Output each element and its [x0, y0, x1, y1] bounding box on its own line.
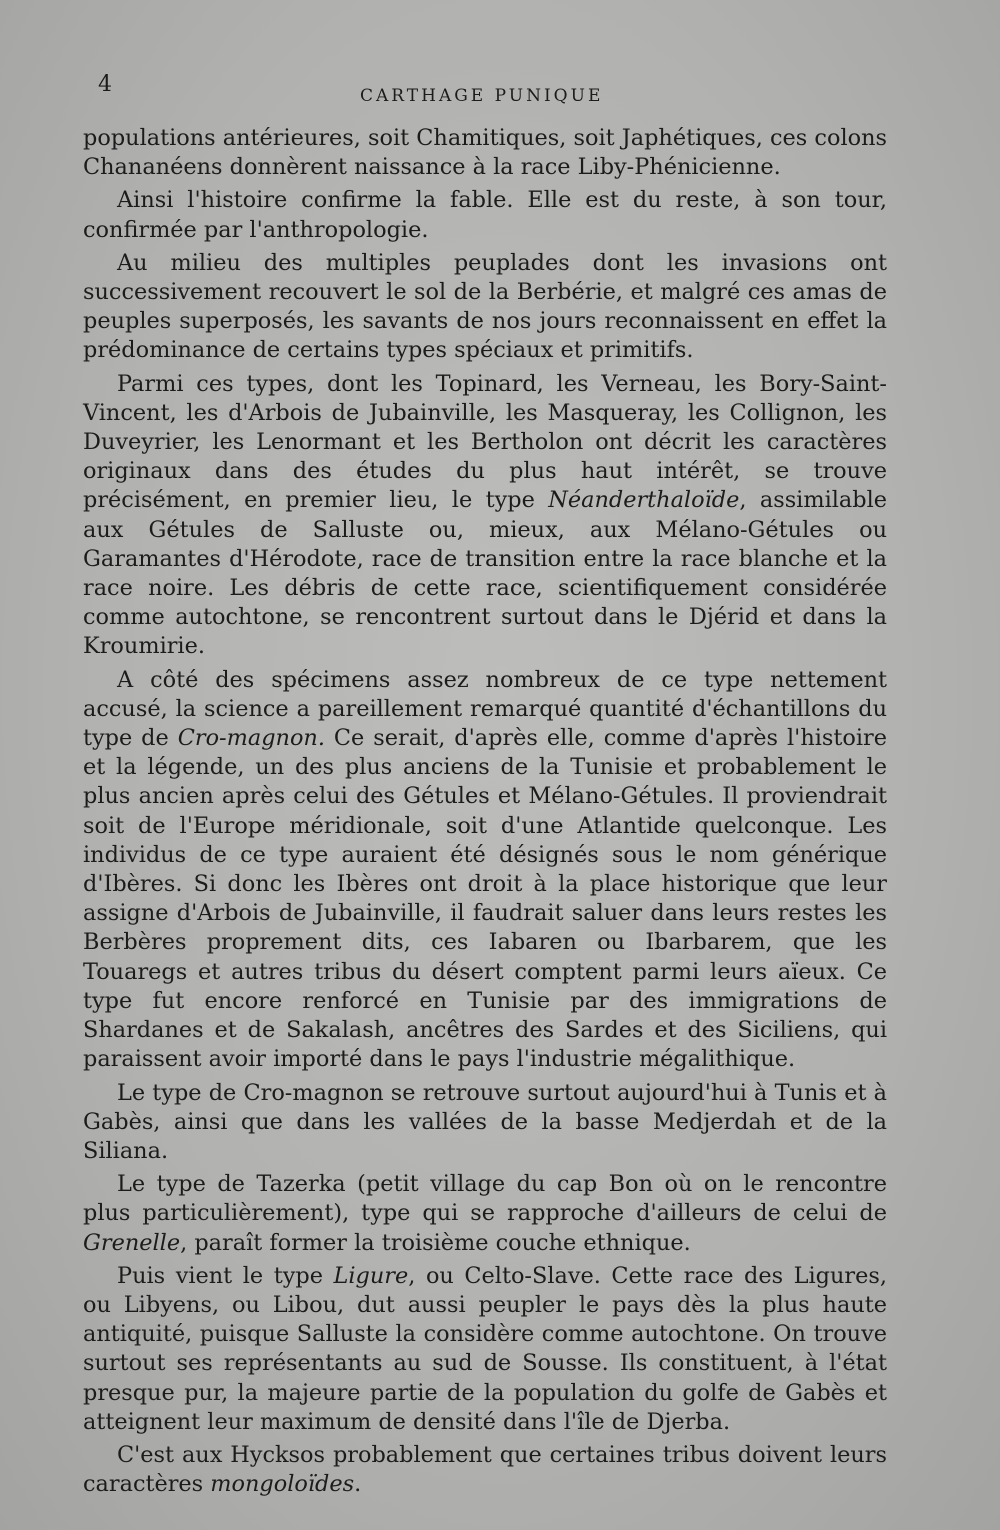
paragraph-2 — [83, 186, 887, 244]
text-run: A côté des spécimens assez nombreux de ce type nettement accusé, la science a pareillement remarqué quantité d'échantillons du type de — [83, 666, 887, 752]
text-run: , assimilable aux Gétules de Salluste ou, mieux, aux Mélano-Gétules ou Garamantes d'Hérodote, race de transition entre la race blanche et la race noire. Les débris de cette race, scientifiquement considérée comme autochtone, se rencontrent surtout dans le Djérid et dans la Kroumirie. — [83, 487, 887, 660]
text-run: . — [354, 1471, 362, 1498]
paragraph-7 — [83, 1170, 887, 1258]
paragraph-4 — [83, 370, 887, 662]
text-run: Le type de Tazerka (petit village du cap Bon où on le rencontre plus particulièrement), type qui se rapproche d'ailleurs de celui de — [83, 1171, 887, 1227]
running-title: CARTHAGE PUNIQUE — [360, 86, 604, 106]
italic-term: Néanderthaloïde — [548, 487, 740, 514]
text-run: , ou Celto-Slave. Cette race des Ligures, ou Libyens, ou Libou, dut aussi peupler le pays dès la plus haute antiquité, puisque Salluste la considère comme autochtone. On trouve surtout ses représentants au sud de Sousse. Ils constituent, à l'état presque pur, la majeure partie de la population du golfe de Gabès et atteignent leur maximum de densité dans l'île de Djerba. — [83, 1262, 887, 1435]
text-run: Au milieu des multiples peuplades dont les invasions ont successivement recouvert le sol de la Berbérie, et malgré ces amas de peuples superposés, les savants de nos jours reconnaissent en effet la prédominance de certains types spéciaux et primitifs. — [83, 249, 887, 364]
paragraph-8 — [83, 1262, 887, 1437]
paragraph-9 — [83, 1441, 887, 1499]
italic-term: Cro-magnon. — [177, 725, 325, 752]
page-number: 4 — [98, 72, 112, 97]
text-run: C'est aux Hycksos probablement que certaines tribus doivent leurs caractères — [83, 1441, 887, 1498]
paragraph-5 — [83, 666, 887, 1075]
text-run: Ce serait, d'après elle, comme d'après l'histoire et la légende, un des plus anciens de la Tunisie et probablement le plus ancien après celui des Gétules et Mélano-Gétules. Il proviendrait soit de l'Europe méridionale, soit d'une Atlantide quelconque. Les individus de ce type auraient été désignés sous le nom générique d'Ibères. Si donc les Ibères ont droit à la place historique que leur assigne d'Arbois de Jubainville, il faudrait saluer dans leurs restes les Berbères proprement dits, ces Iabaren ou Ibarbarem, que les Touaregs et autres tribus du désert comptent parmi leurs aïeux. Ce type fut encore renforcé en Tunisie par des immigrations de Shardanes et de Sakalash, ancêtres des Sardes et des Siciliens, qui paraissent avoir importé dans le pays l'industrie mégalithique. — [83, 725, 887, 1073]
text-run: populations antérieures, soit Chamitiques, soit Japhétiques, ces colons Chananéens donnèrent naissance à la race Liby-Phénicienne. — [83, 125, 887, 181]
body-text — [83, 124, 887, 1499]
italic-term: Ligure — [333, 1262, 409, 1289]
italic-term: Grenelle — [83, 1229, 181, 1256]
paragraph-1 — [83, 124, 887, 182]
paragraph-6 — [83, 1079, 887, 1167]
text-run: Ainsi l'histoire confirme la fable. Elle est du reste, à son tour, confirmée par l'anthropologie. — [83, 187, 887, 243]
text-run: , paraît former la troisième couche ethnique. — [180, 1229, 691, 1256]
text-run: Puis vient le type — [117, 1262, 334, 1289]
text-run: Le type de Cro-magnon se retrouve surtout aujourd'hui à Tunis et à Gabès, ainsi que dans les vallées de la basse Medjerdah et de la Siliana. — [83, 1079, 887, 1164]
text-run: Parmi ces types, dont les Topinard, les Verneau, les Bory-Saint-Vincent, les d'Arbois de Jubainville, les Masqueray, les Collignon, les Duveyrier, les Lenormant et les Bertholon ont décrit les caractères originaux dans des études du plus haut intérêt, se trouve précisément, en premier lieu, le type — [83, 370, 887, 514]
page-header — [98, 72, 898, 112]
italic-term: mongoloïdes — [210, 1471, 355, 1498]
paragraph-3 — [83, 249, 887, 366]
